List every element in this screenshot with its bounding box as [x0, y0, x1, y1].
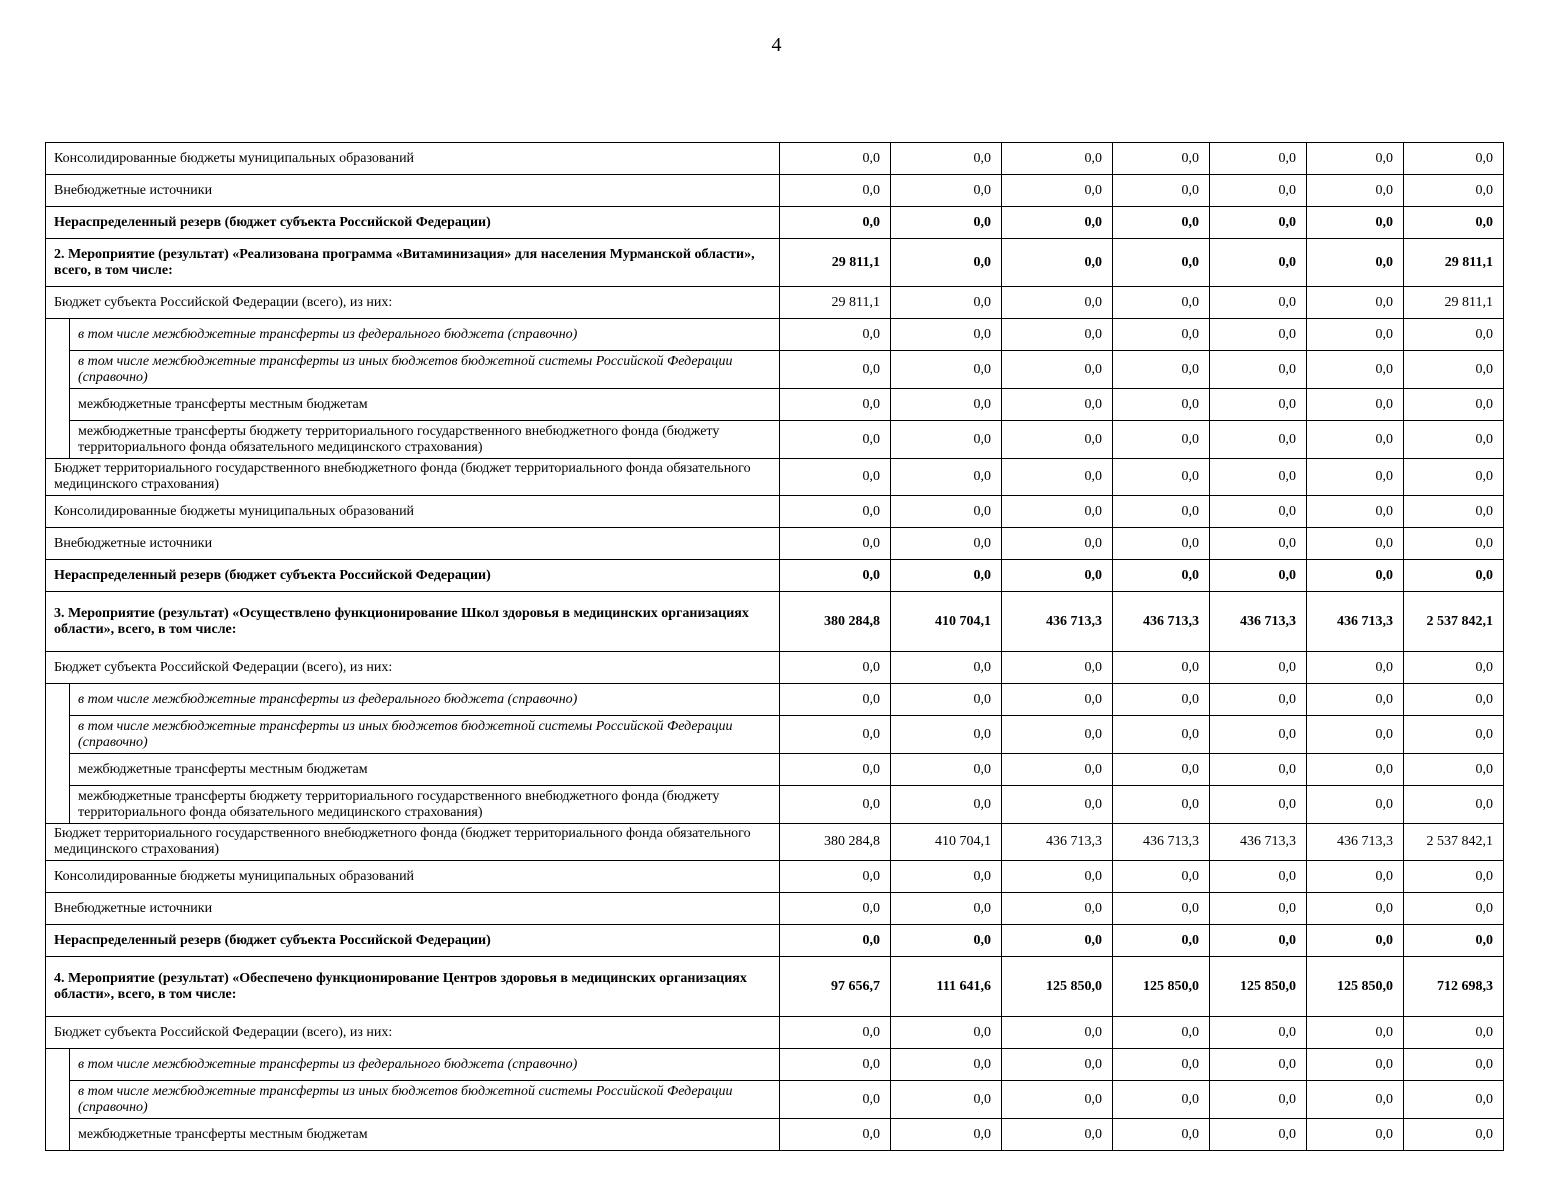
value-cell: 0,0 [1002, 893, 1113, 925]
value-cell: 29 811,1 [780, 287, 891, 319]
value-cell: 0,0 [1307, 754, 1404, 786]
indent-gutter [46, 1081, 70, 1119]
value-cell: 0,0 [780, 925, 891, 957]
value-cell: 0,0 [1210, 652, 1307, 684]
row-label: межбюджетные трансферты местным бюджетам [70, 754, 780, 786]
value-cell: 0,0 [891, 861, 1002, 893]
value-cell: 0,0 [1307, 893, 1404, 925]
value-cell: 2 537 842,1 [1404, 824, 1504, 861]
value-cell: 436 713,3 [1113, 592, 1210, 652]
table-row [46, 652, 1504, 684]
table-row [46, 957, 1504, 1017]
table-row [46, 496, 1504, 528]
value-cell: 0,0 [780, 861, 891, 893]
value-cell: 0,0 [1307, 207, 1404, 239]
value-cell: 0,0 [891, 319, 1002, 351]
value-cell: 0,0 [1404, 716, 1504, 754]
row-label: в том числе межбюджетные трансферты из иных бюджетов бюджетной системы Российской Федерации (справочно) [70, 351, 780, 389]
table-row [46, 1017, 1504, 1049]
table-row [46, 175, 1504, 207]
value-cell: 0,0 [1002, 754, 1113, 786]
value-cell: 380 284,8 [780, 592, 891, 652]
value-cell: 2 537 842,1 [1404, 592, 1504, 652]
row-label: в том числе межбюджетные трансферты из федерального бюджета (справочно) [70, 1049, 780, 1081]
value-cell: 0,0 [1002, 684, 1113, 716]
value-cell: 0,0 [891, 893, 1002, 925]
row-label: Внебюджетные источники [46, 893, 780, 925]
row-label: Внебюджетные источники [46, 175, 780, 207]
table-row [46, 754, 1504, 786]
value-cell: 436 713,3 [1210, 824, 1307, 861]
value-cell: 0,0 [1113, 716, 1210, 754]
value-cell: 436 713,3 [1002, 592, 1113, 652]
value-cell: 0,0 [1002, 861, 1113, 893]
value-cell: 0,0 [1404, 528, 1504, 560]
value-cell: 0,0 [891, 1081, 1002, 1119]
value-cell: 0,0 [1113, 652, 1210, 684]
value-cell: 0,0 [1113, 207, 1210, 239]
value-cell: 0,0 [891, 459, 1002, 496]
value-cell: 0,0 [1002, 421, 1113, 459]
row-label: межбюджетные трансферты местным бюджетам [70, 389, 780, 421]
value-cell: 0,0 [1002, 1081, 1113, 1119]
value-cell: 0,0 [780, 1081, 891, 1119]
value-cell: 0,0 [1113, 496, 1210, 528]
value-cell: 0,0 [1210, 389, 1307, 421]
value-cell: 0,0 [1307, 684, 1404, 716]
value-cell: 0,0 [780, 319, 891, 351]
value-cell: 0,0 [1307, 143, 1404, 175]
value-cell: 0,0 [1113, 421, 1210, 459]
table-row [46, 239, 1504, 287]
value-cell: 0,0 [1002, 287, 1113, 319]
value-cell: 0,0 [1210, 207, 1307, 239]
row-label: в том числе межбюджетные трансферты из иных бюджетов бюджетной системы Российской Федерации (справочно) [70, 716, 780, 754]
value-cell: 0,0 [1307, 287, 1404, 319]
value-cell: 0,0 [1210, 754, 1307, 786]
value-cell: 125 850,0 [1210, 957, 1307, 1017]
value-cell: 0,0 [1210, 239, 1307, 287]
row-label: 3. Мероприятие (результат) «Осуществлено функционирование Школ здоровья в медицинских организациях области», всего, в том числе: [46, 592, 780, 652]
table-row [46, 207, 1504, 239]
value-cell: 0,0 [1002, 319, 1113, 351]
table-row [46, 1119, 1504, 1151]
table-row [46, 560, 1504, 592]
value-cell: 0,0 [1002, 389, 1113, 421]
row-label: в том числе межбюджетные трансферты из федерального бюджета (справочно) [70, 319, 780, 351]
value-cell: 0,0 [891, 351, 1002, 389]
row-label: межбюджетные трансферты бюджету территориального государственного внебюджетного фонда (бюджету территориального фонда обязательного медицинского страхования) [70, 786, 780, 824]
table-row [46, 351, 1504, 389]
value-cell: 0,0 [1210, 560, 1307, 592]
table-row [46, 684, 1504, 716]
value-cell: 0,0 [1002, 560, 1113, 592]
row-label: Консолидированные бюджеты муниципальных образований [46, 496, 780, 528]
value-cell: 0,0 [891, 389, 1002, 421]
value-cell: 0,0 [1404, 496, 1504, 528]
value-cell: 0,0 [780, 421, 891, 459]
table-row [46, 786, 1504, 824]
value-cell: 380 284,8 [780, 824, 891, 861]
value-cell: 0,0 [891, 560, 1002, 592]
row-label: Бюджет субъекта Российской Федерации (всего), из них: [46, 652, 780, 684]
value-cell: 0,0 [1404, 351, 1504, 389]
value-cell: 0,0 [1404, 560, 1504, 592]
indent-gutter [46, 716, 70, 754]
value-cell: 410 704,1 [891, 824, 1002, 861]
value-cell: 0,0 [891, 496, 1002, 528]
value-cell: 0,0 [1113, 684, 1210, 716]
value-cell: 0,0 [1002, 786, 1113, 824]
row-label: Нераспределенный резерв (бюджет субъекта Российской Федерации) [46, 560, 780, 592]
value-cell: 0,0 [1210, 1049, 1307, 1081]
indent-gutter [46, 421, 70, 459]
value-cell: 0,0 [1002, 239, 1113, 287]
value-cell: 0,0 [891, 754, 1002, 786]
table-row [46, 1081, 1504, 1119]
value-cell: 97 656,7 [780, 957, 891, 1017]
value-cell: 0,0 [1307, 459, 1404, 496]
value-cell: 0,0 [780, 560, 891, 592]
value-cell: 0,0 [891, 1049, 1002, 1081]
value-cell: 0,0 [1002, 207, 1113, 239]
value-cell: 0,0 [1307, 560, 1404, 592]
value-cell: 436 713,3 [1307, 592, 1404, 652]
value-cell: 436 713,3 [1210, 592, 1307, 652]
value-cell: 0,0 [1002, 1049, 1113, 1081]
table-row [46, 893, 1504, 925]
value-cell: 29 811,1 [780, 239, 891, 287]
row-label: Бюджет территориального государственного внебюджетного фонда (бюджет территориального фонда обязательного медицинского страхования) [46, 824, 780, 861]
value-cell: 0,0 [780, 496, 891, 528]
table-row [46, 389, 1504, 421]
value-cell: 0,0 [780, 351, 891, 389]
value-cell: 0,0 [1404, 1017, 1504, 1049]
value-cell: 0,0 [1113, 925, 1210, 957]
row-label: Нераспределенный резерв (бюджет субъекта Российской Федерации) [46, 925, 780, 957]
indent-gutter [46, 319, 70, 351]
value-cell: 0,0 [1307, 786, 1404, 824]
value-cell: 0,0 [780, 1119, 891, 1151]
value-cell: 0,0 [1404, 652, 1504, 684]
value-cell: 0,0 [1210, 861, 1307, 893]
row-label: Бюджет субъекта Российской Федерации (всего), из них: [46, 287, 780, 319]
value-cell: 0,0 [1113, 319, 1210, 351]
value-cell: 0,0 [1210, 1017, 1307, 1049]
value-cell: 0,0 [780, 684, 891, 716]
value-cell: 0,0 [1210, 319, 1307, 351]
value-cell: 0,0 [1113, 1017, 1210, 1049]
value-cell: 436 713,3 [1307, 824, 1404, 861]
value-cell: 712 698,3 [1404, 957, 1504, 1017]
value-cell: 0,0 [780, 652, 891, 684]
value-cell: 0,0 [1307, 652, 1404, 684]
value-cell: 0,0 [1404, 175, 1504, 207]
table-row [46, 824, 1504, 861]
value-cell: 0,0 [1210, 496, 1307, 528]
value-cell: 0,0 [1307, 421, 1404, 459]
indent-gutter [46, 351, 70, 389]
value-cell: 0,0 [1307, 716, 1404, 754]
value-cell: 0,0 [1113, 893, 1210, 925]
indent-gutter [46, 754, 70, 786]
value-cell: 0,0 [891, 1017, 1002, 1049]
value-cell: 0,0 [1210, 684, 1307, 716]
value-cell: 0,0 [1210, 459, 1307, 496]
row-label: в том числе межбюджетные трансферты из иных бюджетов бюджетной системы Российской Федерации (справочно) [70, 1081, 780, 1119]
value-cell: 0,0 [1002, 716, 1113, 754]
value-cell: 0,0 [1307, 861, 1404, 893]
value-cell: 0,0 [891, 207, 1002, 239]
value-cell: 436 713,3 [1113, 824, 1210, 861]
value-cell: 0,0 [891, 1119, 1002, 1151]
value-cell: 436 713,3 [1002, 824, 1113, 861]
value-cell: 0,0 [1307, 1081, 1404, 1119]
value-cell: 0,0 [1210, 528, 1307, 560]
table-row [46, 287, 1504, 319]
table-row [46, 319, 1504, 351]
value-cell: 0,0 [1113, 1049, 1210, 1081]
value-cell: 0,0 [1210, 143, 1307, 175]
value-cell: 0,0 [780, 459, 891, 496]
row-label: Бюджет территориального государственного внебюджетного фонда (бюджет территориального фонда обязательного медицинского страхования) [46, 459, 780, 496]
value-cell: 0,0 [1002, 351, 1113, 389]
value-cell: 0,0 [1307, 528, 1404, 560]
value-cell: 0,0 [1404, 1049, 1504, 1081]
row-label: межбюджетные трансферты местным бюджетам [70, 1119, 780, 1151]
table-row [46, 716, 1504, 754]
row-label: 2. Мероприятие (результат) «Реализована программа «Витаминизация» для населения Мурманской области», всего, в том числе: [46, 239, 780, 287]
value-cell: 0,0 [1404, 1119, 1504, 1151]
value-cell: 0,0 [1404, 319, 1504, 351]
value-cell: 0,0 [1404, 143, 1504, 175]
value-cell: 0,0 [1002, 528, 1113, 560]
value-cell: 0,0 [891, 925, 1002, 957]
value-cell: 29 811,1 [1404, 287, 1504, 319]
value-cell: 0,0 [1002, 496, 1113, 528]
row-label: Нераспределенный резерв (бюджет субъекта Российской Федерации) [46, 207, 780, 239]
value-cell: 0,0 [891, 652, 1002, 684]
value-cell: 0,0 [1113, 786, 1210, 824]
value-cell: 0,0 [780, 716, 891, 754]
table-row [46, 421, 1504, 459]
value-cell: 0,0 [1307, 1049, 1404, 1081]
value-cell: 125 850,0 [1113, 957, 1210, 1017]
value-cell: 0,0 [1113, 175, 1210, 207]
value-cell: 0,0 [1113, 143, 1210, 175]
table-row [46, 861, 1504, 893]
budget-table [45, 142, 1504, 1151]
value-cell: 0,0 [1002, 143, 1113, 175]
value-cell: 0,0 [891, 143, 1002, 175]
value-cell: 0,0 [1404, 925, 1504, 957]
value-cell: 0,0 [1404, 861, 1504, 893]
value-cell: 0,0 [1210, 1119, 1307, 1151]
value-cell: 0,0 [780, 389, 891, 421]
value-cell: 0,0 [1113, 459, 1210, 496]
row-label: межбюджетные трансферты бюджету территориального государственного внебюджетного фонда (бюджету территориального фонда обязательного медицинского страхования) [70, 421, 780, 459]
row-label: Внебюджетные источники [46, 528, 780, 560]
value-cell: 0,0 [1113, 351, 1210, 389]
value-cell: 0,0 [1404, 754, 1504, 786]
value-cell: 0,0 [1002, 175, 1113, 207]
value-cell: 0,0 [1404, 684, 1504, 716]
indent-gutter [46, 1049, 70, 1081]
value-cell: 0,0 [891, 175, 1002, 207]
value-cell: 0,0 [1404, 893, 1504, 925]
value-cell: 0,0 [1113, 528, 1210, 560]
indent-gutter [46, 1119, 70, 1151]
value-cell: 0,0 [1307, 319, 1404, 351]
value-cell: 410 704,1 [891, 592, 1002, 652]
value-cell: 0,0 [780, 207, 891, 239]
value-cell: 0,0 [1307, 351, 1404, 389]
value-cell: 0,0 [1210, 351, 1307, 389]
value-cell: 0,0 [1210, 893, 1307, 925]
value-cell: 0,0 [1002, 652, 1113, 684]
value-cell: 0,0 [1307, 239, 1404, 287]
value-cell: 0,0 [780, 143, 891, 175]
value-cell: 0,0 [1307, 496, 1404, 528]
value-cell: 0,0 [1113, 754, 1210, 786]
value-cell: 0,0 [1113, 1119, 1210, 1151]
value-cell: 0,0 [1113, 1081, 1210, 1119]
value-cell: 0,0 [1113, 389, 1210, 421]
value-cell: 0,0 [1210, 421, 1307, 459]
value-cell: 0,0 [780, 528, 891, 560]
row-label: Бюджет субъекта Российской Федерации (всего), из них: [46, 1017, 780, 1049]
value-cell: 0,0 [891, 239, 1002, 287]
value-cell: 0,0 [891, 528, 1002, 560]
value-cell: 0,0 [1307, 1119, 1404, 1151]
value-cell: 0,0 [780, 754, 891, 786]
page-number: 4 [771, 34, 782, 56]
value-cell: 0,0 [1404, 786, 1504, 824]
value-cell: 0,0 [1002, 925, 1113, 957]
value-cell: 0,0 [780, 1017, 891, 1049]
value-cell: 0,0 [891, 287, 1002, 319]
value-cell: 0,0 [891, 786, 1002, 824]
table-row [46, 528, 1504, 560]
value-cell: 125 850,0 [1002, 957, 1113, 1017]
budget-table-body [46, 143, 1504, 1151]
table-row [46, 925, 1504, 957]
row-label: Консолидированные бюджеты муниципальных образований [46, 861, 780, 893]
value-cell: 125 850,0 [1307, 957, 1404, 1017]
value-cell: 0,0 [1113, 560, 1210, 592]
value-cell: 29 811,1 [1404, 239, 1504, 287]
value-cell: 0,0 [1307, 925, 1404, 957]
value-cell: 0,0 [1210, 786, 1307, 824]
indent-gutter [46, 389, 70, 421]
value-cell: 0,0 [1210, 716, 1307, 754]
value-cell: 0,0 [780, 893, 891, 925]
value-cell: 0,0 [1404, 389, 1504, 421]
indent-gutter [46, 786, 70, 824]
value-cell: 0,0 [1002, 1119, 1113, 1151]
value-cell: 0,0 [1210, 175, 1307, 207]
table-row [46, 1049, 1504, 1081]
value-cell: 0,0 [1307, 1017, 1404, 1049]
table-row [46, 143, 1504, 175]
value-cell: 0,0 [1002, 1017, 1113, 1049]
row-label: 4. Мероприятие (результат) «Обеспечено функционирование Центров здоровья в медицинских организациях области», всего, в том числе: [46, 957, 780, 1017]
value-cell: 0,0 [1404, 1081, 1504, 1119]
value-cell: 111 641,6 [891, 957, 1002, 1017]
table-row [46, 592, 1504, 652]
value-cell: 0,0 [891, 421, 1002, 459]
value-cell: 0,0 [780, 786, 891, 824]
indent-gutter [46, 684, 70, 716]
value-cell: 0,0 [1307, 175, 1404, 207]
value-cell: 0,0 [1404, 421, 1504, 459]
value-cell: 0,0 [1113, 239, 1210, 287]
row-label: в том числе межбюджетные трансферты из федерального бюджета (справочно) [70, 684, 780, 716]
value-cell: 0,0 [891, 684, 1002, 716]
value-cell: 0,0 [1210, 925, 1307, 957]
value-cell: 0,0 [780, 175, 891, 207]
value-cell: 0,0 [1210, 287, 1307, 319]
value-cell: 0,0 [780, 1049, 891, 1081]
value-cell: 0,0 [1210, 1081, 1307, 1119]
table-row [46, 459, 1504, 496]
value-cell: 0,0 [891, 716, 1002, 754]
row-label: Консолидированные бюджеты муниципальных образований [46, 143, 780, 175]
value-cell: 0,0 [1113, 861, 1210, 893]
value-cell: 0,0 [1404, 207, 1504, 239]
value-cell: 0,0 [1113, 287, 1210, 319]
value-cell: 0,0 [1307, 389, 1404, 421]
value-cell: 0,0 [1404, 459, 1504, 496]
value-cell: 0,0 [1002, 459, 1113, 496]
